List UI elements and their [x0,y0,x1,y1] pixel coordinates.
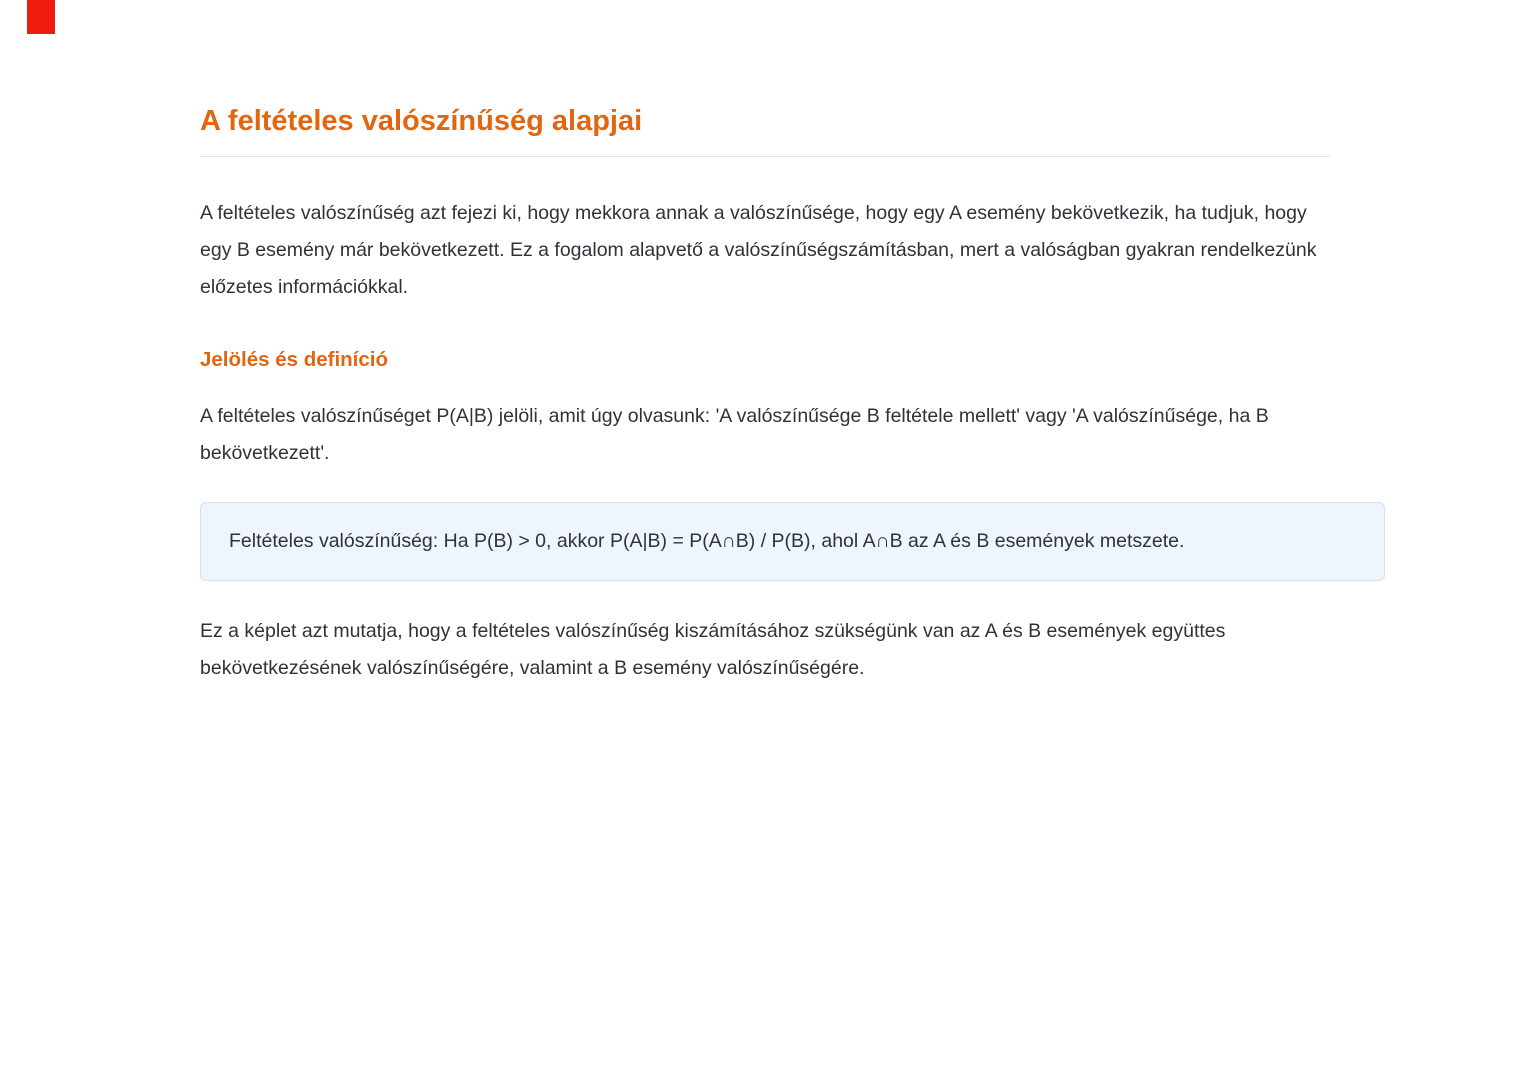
definition-text: Feltételes valószínűség: Ha P(B) > 0, akkor P(A|B) = P(A∩B) / P(B), ahol A∩B az A és B események metszete. [229,530,1185,552]
definition-callout-box [200,502,1385,581]
title-divider [200,156,1330,157]
red-corner-marker [27,0,55,34]
explanation-paragraph: Ez a képlet azt mutatja, hogy a feltételes valószínűség kiszámításához szükségünk van az A és B események együttes bekövetkezésének valószínűségére, valamint a B esemény valószínűségére. [200,620,1226,679]
intro-paragraph: A feltételes valószínűség azt fejezi ki, hogy mekkora annak a valószínűsége, hogy egy A esemény bekövetkezik, ha tudjuk, hogy egy B esemény már bekövetkezett. Ez a fogalom alapvető a valószínűségszámításban, mert a valóságban gyakran rendelkezünk előzetes információkkal. [200,202,1317,298]
article-content [200,102,1385,717]
page-title: A feltételes valószínűség alapjai [200,105,643,137]
section-heading-notation: Jelölés és definíció [200,348,388,371]
notation-paragraph: A feltételes valószínűséget P(A|B) jelöli, amit úgy olvasunk: 'A valószínűsége B feltétele mellett' vagy 'A valószínűsége, ha B bekövetkezett'. [200,405,1269,464]
